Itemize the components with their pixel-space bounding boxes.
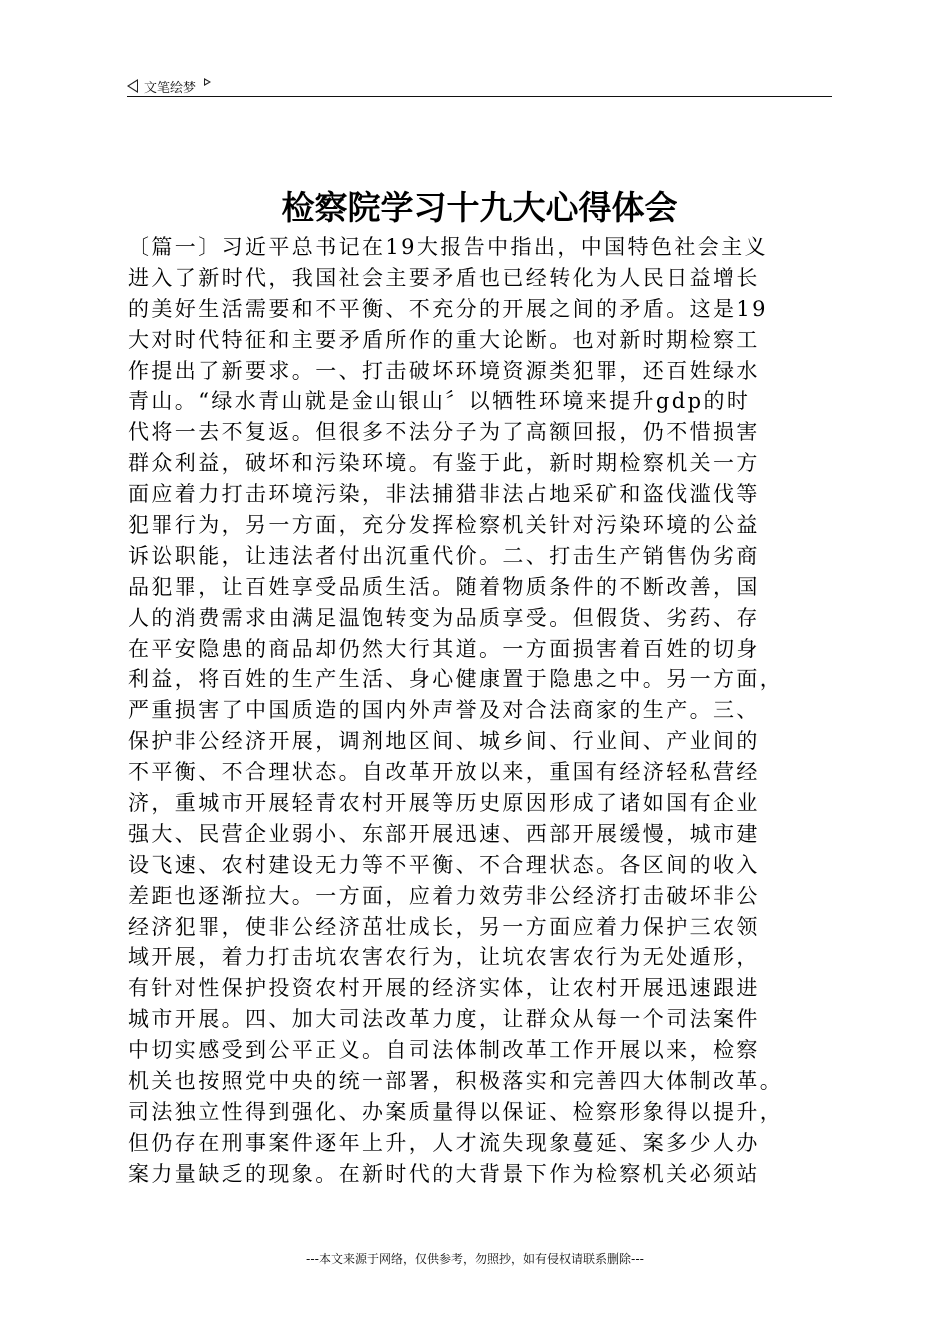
body-text-line: 大对时代特征和主要矛盾所作的重大论断。也对新时期检察工 [128,327,760,352]
header-divider [127,96,832,97]
body-text-line: 差距也逐渐拉大。一方面，应着力效劳非公经济打击破坏非公 [128,883,760,908]
body-text-line: 作提出了新要求。一、打击破坏环境资源类犯罪，还百姓绿水 [128,358,760,383]
body-text-line: 中切实感受到公平正义。自司法体制改革工作开展以来，检察 [128,1038,760,1063]
document-body [128,232,833,1190]
body-text-line: 强大、民营企业弱小、东部开展迅速、西部开展缓慢，城市建 [128,821,760,846]
body-text-line: 进入了新时代，我国社会主要矛盾也已经转化为人民日益增长 [128,265,760,290]
body-text-line: 在平安隐患的商品却仍然大行其道。一方面损害着百姓的切身 [128,636,760,661]
body-text-line: 诉讼职能，让违法者付出沉重代价。二、打击生产销售伪劣商 [128,543,760,568]
body-text-line: 青山。“绿水青山就是金山银山〞以牺牲环境来提升gdp的时 [128,389,751,414]
body-text-line: 品犯罪，让百姓享受品质生活。随着物质条件的不断改善，国 [128,574,760,599]
body-text-line: 的美好生活需要和不平衡、不充分的开展之间的矛盾。这是19 [128,296,768,321]
body-text-line: 利益，将百姓的生产生活、身心健康置于隐患之中。另一方面， [128,667,784,692]
body-text-line: 设飞速、农村建设无力等不平衡、不合理状态。各区间的收入 [128,852,760,877]
body-text-line: 经济犯罪，使非公经济茁壮成长，另一方面应着力保护三农领 [128,914,760,939]
document-title: 检察院学习十九大心得体会 [281,188,678,227]
body-text-line: 机关也按照党中央的统一部署，积极落实和完善四大体制改革。 [128,1069,784,1094]
footer-disclaimer: ---本文来源于网络，仅供参考，勿照抄，如有侵权请联系删除--- [306,1252,644,1266]
body-text-line: 面应着力打击环境污染，非法捕猎非法占地采矿和盗伐滥伐等 [128,482,760,507]
body-text-line: 但仍存在刑事案件逐年上升，人才流失现象蔓延、案多少人办 [128,1130,760,1155]
body-text-line: 严重损害了中国质造的国内外声誉及对合法商家的生产。三、 [128,698,760,723]
body-text-line: 群众利益，破坏和污染环境。有鉴于此，新时期检察机关一方 [128,451,760,476]
page-header [127,72,832,98]
triangle-right-outline-icon [204,78,211,86]
body-text-line: 人的消费需求由满足温饱转变为品质享受。但假货、劣药、存 [128,605,760,630]
body-text-line: 代将一去不复返。但很多不法分子为了高额回报，仍不惜损害 [128,420,760,445]
body-text-line: 济，重城市开展轻青农村开展等历史原因形成了诸如国有企业 [128,791,760,816]
body-text-line: 案力量缺乏的现象。在新时代的大背景下作为检察机关必须站 [128,1161,760,1186]
body-text-line: 保护非公经济开展，调剂地区间、城乡间、行业间、产业间的 [128,729,760,754]
body-text-line: 犯罪行为，另一方面，充分发挥检察机关针对污染环境的公益 [128,513,760,538]
body-text-line: 有针对性保护投资农村开展的经济实体，让农村开展迅速跟进 [128,976,760,1001]
body-text-line: 城市开展。四、加大司法改革力度，让群众从每一个司法案件 [128,1007,760,1032]
triangle-left-outline-icon [127,79,138,93]
body-text-line: 司法独立性得到强化、办案质量得以保证、检察形象得以提升， [128,1099,784,1124]
header-brand-group [127,76,211,96]
body-text-line: 〔篇一〕习近平总书记在19大报告中指出，中国特色社会主义 [128,235,768,259]
header-brand-text: 文笔绘梦 [144,80,197,96]
body-text-line: 域开展，着力打击坑农害农行为，让坑农害农行为无处遁形， [128,945,760,970]
body-text-line: 不平衡、不合理状态。自改革开放以来，重国有经济轻私营经 [128,760,760,785]
